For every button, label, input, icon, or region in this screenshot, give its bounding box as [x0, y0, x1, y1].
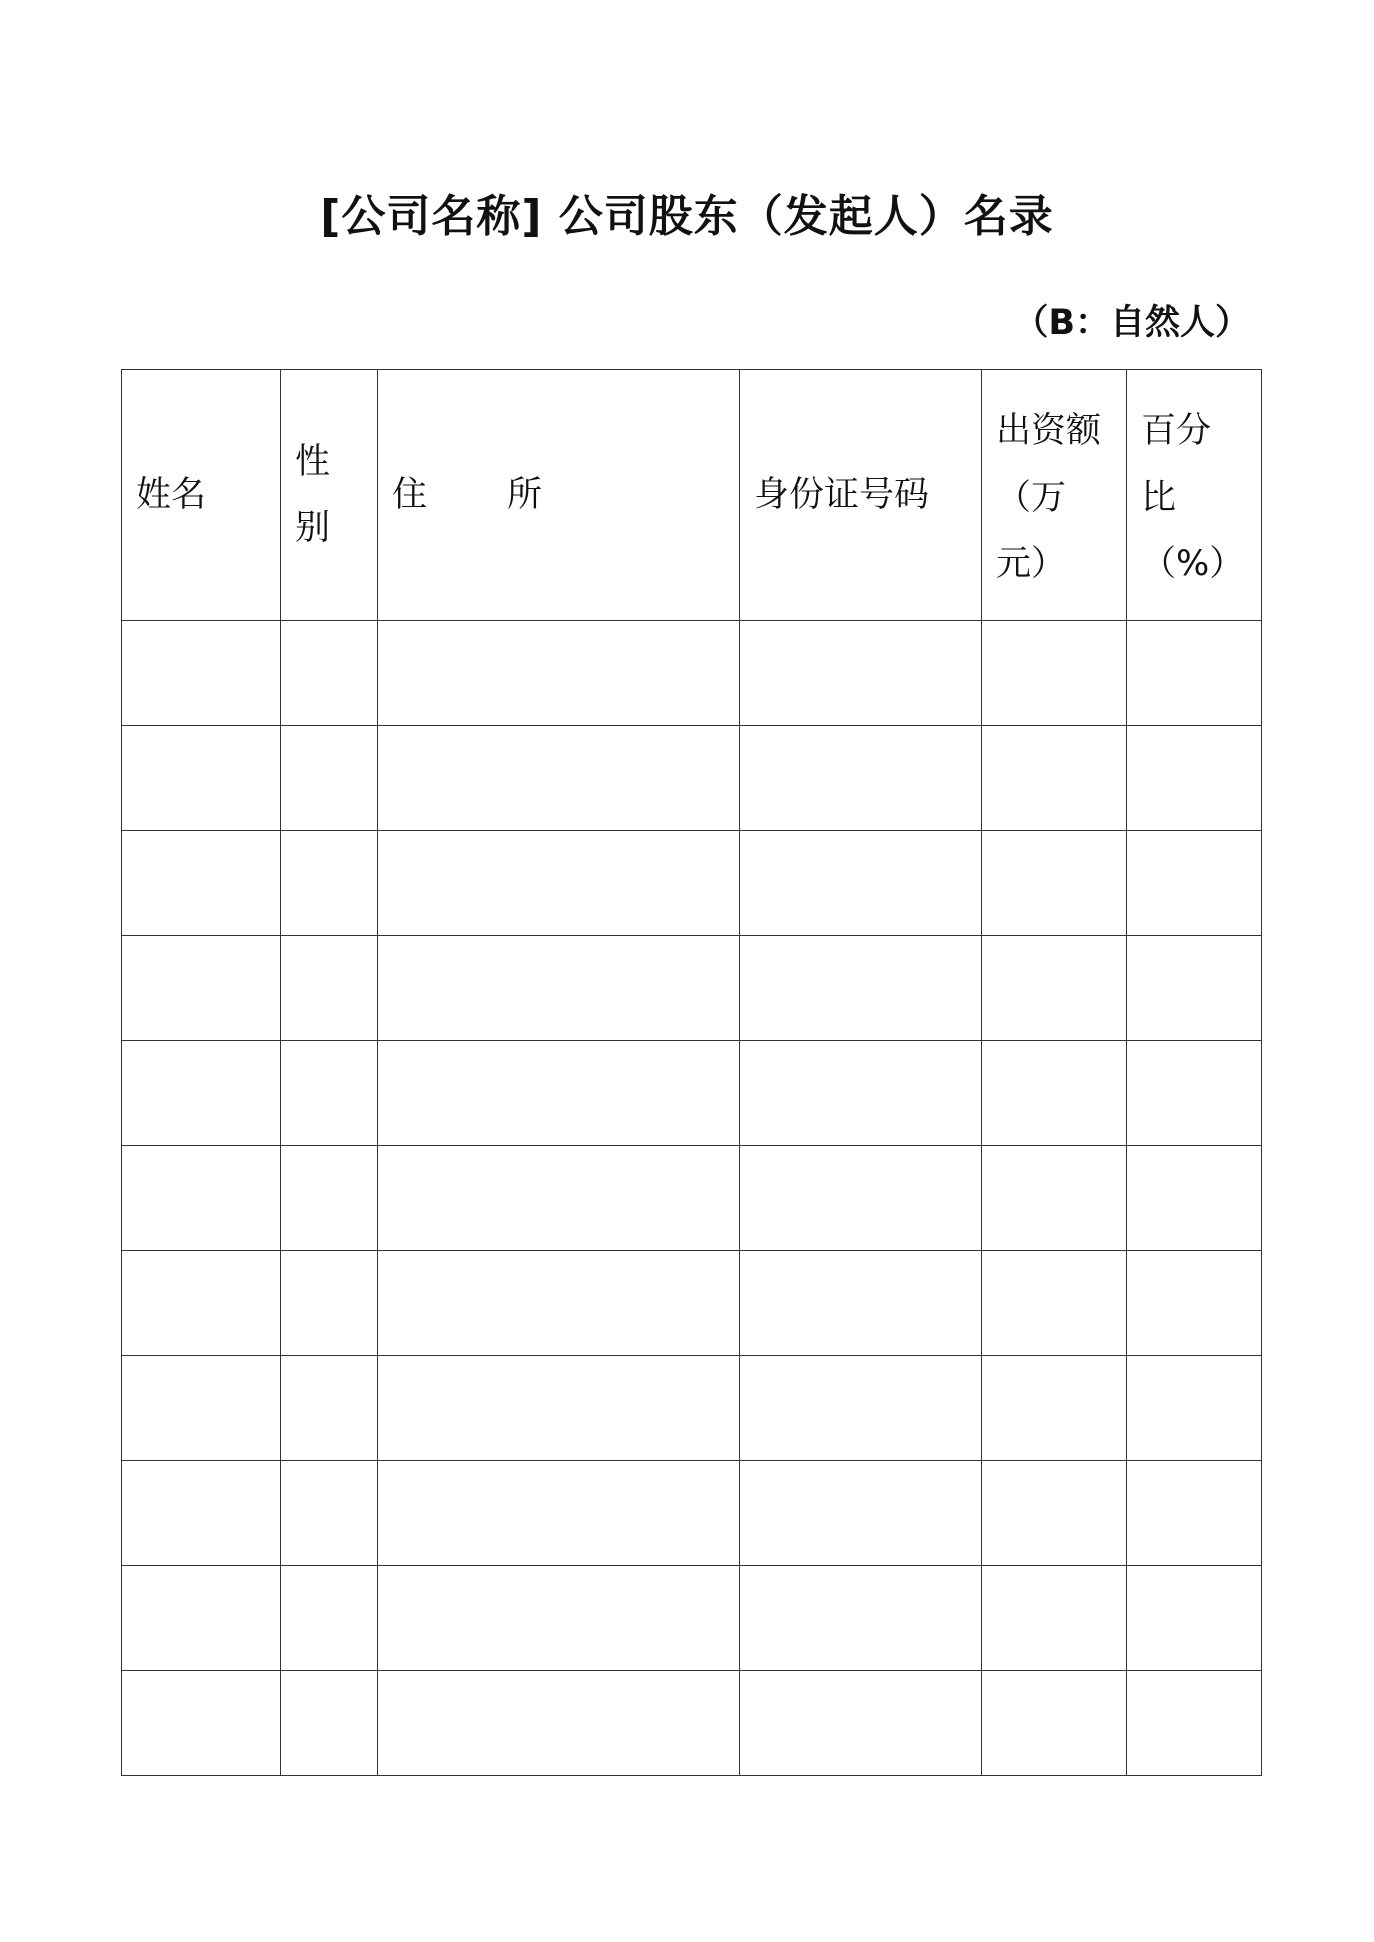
table-cell[interactable]: [378, 726, 740, 831]
shareholder-table: [121, 369, 1262, 1776]
table-cell[interactable]: [122, 1251, 281, 1356]
table-cell[interactable]: [982, 1356, 1127, 1461]
table-cell[interactable]: [982, 1146, 1127, 1251]
table-cell[interactable]: [122, 936, 281, 1041]
table-cell[interactable]: [1127, 1146, 1262, 1251]
table-cell[interactable]: [281, 1671, 378, 1776]
document-title: [公司名称] 公司股东（发起人）名录: [320, 191, 1054, 242]
header-capital: [982, 370, 1127, 621]
table-cell[interactable]: [740, 1461, 982, 1566]
header-percent-line2: 比: [1141, 477, 1177, 518]
table-cell[interactable]: [378, 831, 740, 936]
table-row: [122, 1146, 1262, 1251]
table-cell[interactable]: [1127, 1671, 1262, 1776]
table-cell[interactable]: [1127, 1251, 1262, 1356]
header-address-part1: 住: [392, 474, 428, 515]
document-subtitle: （B：自然人）: [1013, 303, 1250, 343]
table-cell[interactable]: [1127, 726, 1262, 831]
table-cell[interactable]: [740, 936, 982, 1041]
table-cell[interactable]: [122, 1356, 281, 1461]
table-cell[interactable]: [1127, 1566, 1262, 1671]
table-cell[interactable]: [281, 1356, 378, 1461]
table-cell[interactable]: [281, 1251, 378, 1356]
table-cell[interactable]: [1127, 1356, 1262, 1461]
table-cell[interactable]: [281, 831, 378, 936]
table-cell[interactable]: [982, 831, 1127, 936]
table-cell[interactable]: [122, 831, 281, 936]
table-row: [122, 1356, 1262, 1461]
table-cell[interactable]: [378, 1146, 740, 1251]
table-cell[interactable]: [982, 1461, 1127, 1566]
table-row: [122, 1461, 1262, 1566]
table-row: [122, 831, 1262, 936]
table-cell[interactable]: [281, 1566, 378, 1671]
table-cell[interactable]: [122, 1146, 281, 1251]
table-cell[interactable]: [281, 621, 378, 726]
table-cell[interactable]: [281, 936, 378, 1041]
table-cell[interactable]: [740, 1671, 982, 1776]
table-cell[interactable]: [1127, 831, 1262, 936]
header-id-number: 身份证号码: [740, 370, 982, 621]
table-cell[interactable]: [378, 1356, 740, 1461]
table-body: [122, 621, 1262, 1776]
table-cell[interactable]: [378, 1251, 740, 1356]
header-row: [122, 370, 1262, 621]
table-cell[interactable]: [740, 831, 982, 936]
table-cell[interactable]: [281, 1146, 378, 1251]
header-address-part2: 所: [507, 474, 543, 515]
table-cell[interactable]: [982, 621, 1127, 726]
table-cell[interactable]: [378, 1461, 740, 1566]
header-capital-line3: 元）: [996, 544, 1067, 585]
table-row: [122, 726, 1262, 831]
table-cell[interactable]: [740, 1566, 982, 1671]
table-cell[interactable]: [281, 1461, 378, 1566]
header-percent-line3: （%）: [1141, 544, 1245, 585]
table-cell[interactable]: [281, 726, 378, 831]
table-cell[interactable]: [740, 621, 982, 726]
header-name: 姓名: [122, 370, 281, 621]
header-gender-line2: 别: [295, 508, 331, 548]
table-row: [122, 936, 1262, 1041]
header-address: [378, 370, 740, 621]
table-cell[interactable]: [378, 1671, 740, 1776]
header-percent: [1127, 370, 1262, 621]
table-cell[interactable]: [740, 1146, 982, 1251]
table-row: [122, 1251, 1262, 1356]
table-cell[interactable]: [378, 936, 740, 1041]
table-cell[interactable]: [982, 1251, 1127, 1356]
table-cell[interactable]: [1127, 1461, 1262, 1566]
table-cell[interactable]: [982, 936, 1127, 1041]
table-cell[interactable]: [1127, 621, 1262, 726]
table-row: [122, 1671, 1262, 1776]
table-cell[interactable]: [122, 1041, 281, 1146]
table-cell[interactable]: [740, 726, 982, 831]
table-cell[interactable]: [122, 726, 281, 831]
table-row: [122, 621, 1262, 726]
table-cell[interactable]: [281, 1041, 378, 1146]
header-gender-line1: 性: [295, 441, 331, 482]
table-cell[interactable]: [122, 1461, 281, 1566]
table-row: [122, 1566, 1262, 1671]
table-cell[interactable]: [378, 1566, 740, 1671]
header-capital-line1: 出资额: [996, 411, 1102, 452]
table-cell[interactable]: [122, 1566, 281, 1671]
table-cell[interactable]: [740, 1356, 982, 1461]
table-cell[interactable]: [1127, 1041, 1262, 1146]
table-cell[interactable]: [982, 1671, 1127, 1776]
table-cell[interactable]: [1127, 936, 1262, 1041]
header-capital-line2: （万: [996, 477, 1067, 518]
table-cell[interactable]: [378, 621, 740, 726]
table-cell[interactable]: [378, 1041, 740, 1146]
header-percent-line1: 百分: [1141, 411, 1212, 452]
table-cell[interactable]: [982, 726, 1127, 831]
table-cell[interactable]: [740, 1041, 982, 1146]
table-cell[interactable]: [122, 621, 281, 726]
table-row: [122, 1041, 1262, 1146]
table-cell[interactable]: [740, 1251, 982, 1356]
table-cell[interactable]: [982, 1041, 1127, 1146]
table-cell[interactable]: [122, 1671, 281, 1776]
table-cell[interactable]: [982, 1566, 1127, 1671]
header-gender: [281, 370, 378, 621]
